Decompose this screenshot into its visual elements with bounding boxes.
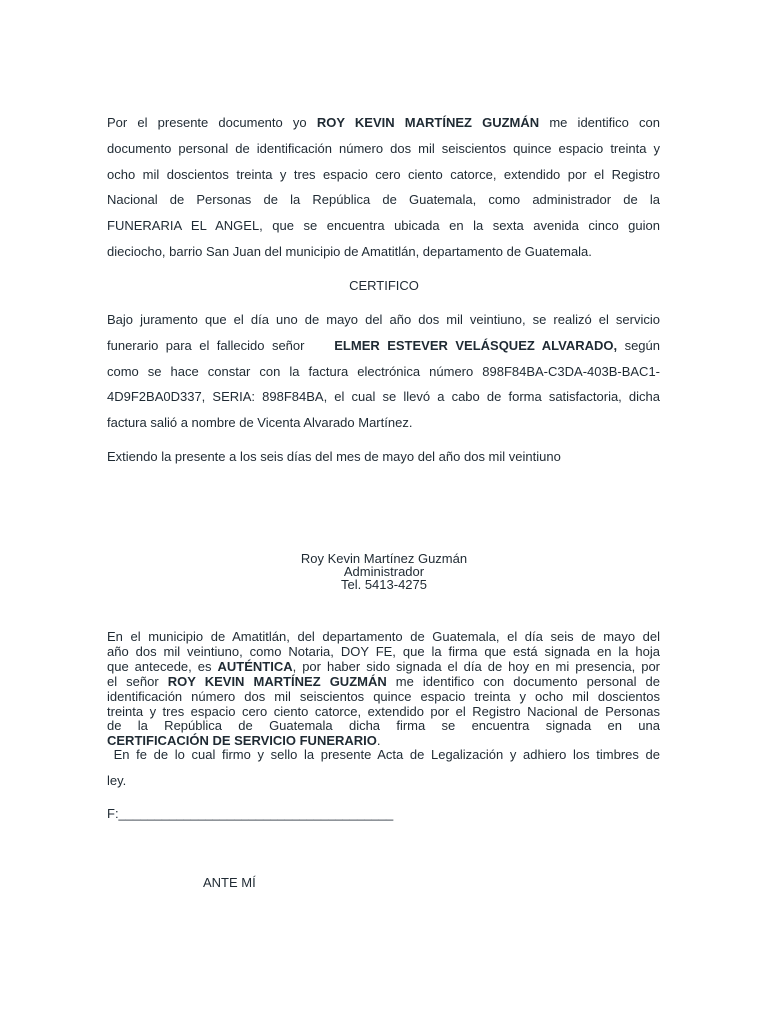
intro-line-3: ocho mil doscientos treinta y tres espacio cero ciento catorce, extendido por el Registro	[107, 166, 660, 182]
certificate-intro-paragraph	[107, 110, 660, 265]
service-line-2	[107, 333, 660, 359]
closing-line-2: ley.	[107, 772, 127, 788]
service-line-5: factura salió a nombre de Vicenta Alvarado Martínez.	[107, 415, 413, 431]
declarant-name: ROY KEVIN MARTÍNEZ GUZMÁN	[167, 673, 387, 689]
issue-date-paragraph: Extiendo la presente a los seis días del mes de mayo del año dos mil veintiuno	[107, 449, 561, 464]
intro-line-5: FUNERARIA EL ANGEL, que se encuentra ubicada en la sexta avenida cinco guion	[107, 218, 660, 234]
intro-line-1	[107, 110, 660, 136]
signer-phone: Tel. 5413-4275	[340, 577, 427, 592]
intro-line-4: Nacional de Personas de la República de Guatemala, como administrador de la	[107, 192, 660, 208]
legalization-line-4	[107, 675, 660, 690]
closing-line-1: En fe de lo cual firmo y sello la presente Acta de Legalización y adhiero los timbres de	[107, 747, 660, 762]
legalization-text: que antecede, es	[107, 658, 218, 674]
legalization-paragraph	[107, 630, 660, 749]
intro-text: me identifico con	[539, 115, 660, 130]
ante-mi-label: ANTE MÍ	[203, 875, 256, 890]
authentic-label: AUTÉNTICA	[217, 658, 293, 674]
certifico-heading: CERTIFICO	[349, 278, 419, 293]
legalization-line-3	[107, 660, 660, 675]
legalization-text: , por haber sido signada el día de hoy en mi presencia, por	[292, 658, 661, 674]
signer-role: Administrador	[343, 564, 425, 579]
legalization-line-5: identificación número dos mil seiscientos quince espacio treinta y ocho mil doscientos	[107, 688, 660, 704]
intro-text: Por el presente documento yo	[107, 115, 317, 130]
legalization-text: .	[376, 733, 381, 749]
service-line-4: 4D9F2BA0D337, SERIA: 898F84BA, el cual se llevó a cabo de forma satisfactoria, dicha	[107, 389, 660, 405]
closing-paragraph	[107, 742, 660, 794]
intro-line-2: documento personal de identificación número dos mil seiscientos quince espacio treinta y	[107, 140, 660, 156]
legalization-line-7: de la República de Guatemala dicha firma se encuentra signada en una	[107, 718, 660, 734]
legalization-line-2: año dos mil veintiuno, como Notaria, DOY FE, que la firma que está signada en la hoja	[107, 643, 660, 659]
legalization-text: el señor	[107, 673, 168, 689]
legalization-line-6: treinta y tres espacio cero ciento catorce, extendido por el Registro Nacional de Personas	[107, 703, 660, 719]
signer-name: Roy Kevin Martínez Guzmán	[300, 551, 468, 566]
service-line-1: Bajo juramento que el día uno de mayo del año dos mil veintiuno, se realizó el servicio	[107, 312, 660, 327]
service-text: según	[617, 337, 660, 353]
legalization-line-1: En el municipio de Amatitlán, del departamento de Guatemala, el día seis de mayo del	[107, 629, 660, 644]
service-paragraph	[107, 307, 660, 436]
document-type: CERTIFICACIÓN DE SERVICIO FUNERARIO	[107, 733, 377, 749]
intro-line-6: dieciocho, barrio San Juan del municipio de Amatitlán, departamento de Guatemala.	[107, 243, 592, 259]
deceased-name: ELMER ESTEVER VELÁSQUEZ ALVARADO,	[334, 337, 618, 353]
signature-line: F:______________________________________	[107, 806, 394, 821]
service-line-3: como se hace constar con la factura electrónica número 898F84BA-C3DA-403B-BAC1-	[107, 363, 660, 379]
service-text: funerario para el fallecido señor	[107, 337, 335, 353]
legalization-text: me identifico con documento personal de	[386, 673, 660, 689]
declarant-name: ROY KEVIN MARTÍNEZ GUZMÁN	[316, 115, 540, 130]
